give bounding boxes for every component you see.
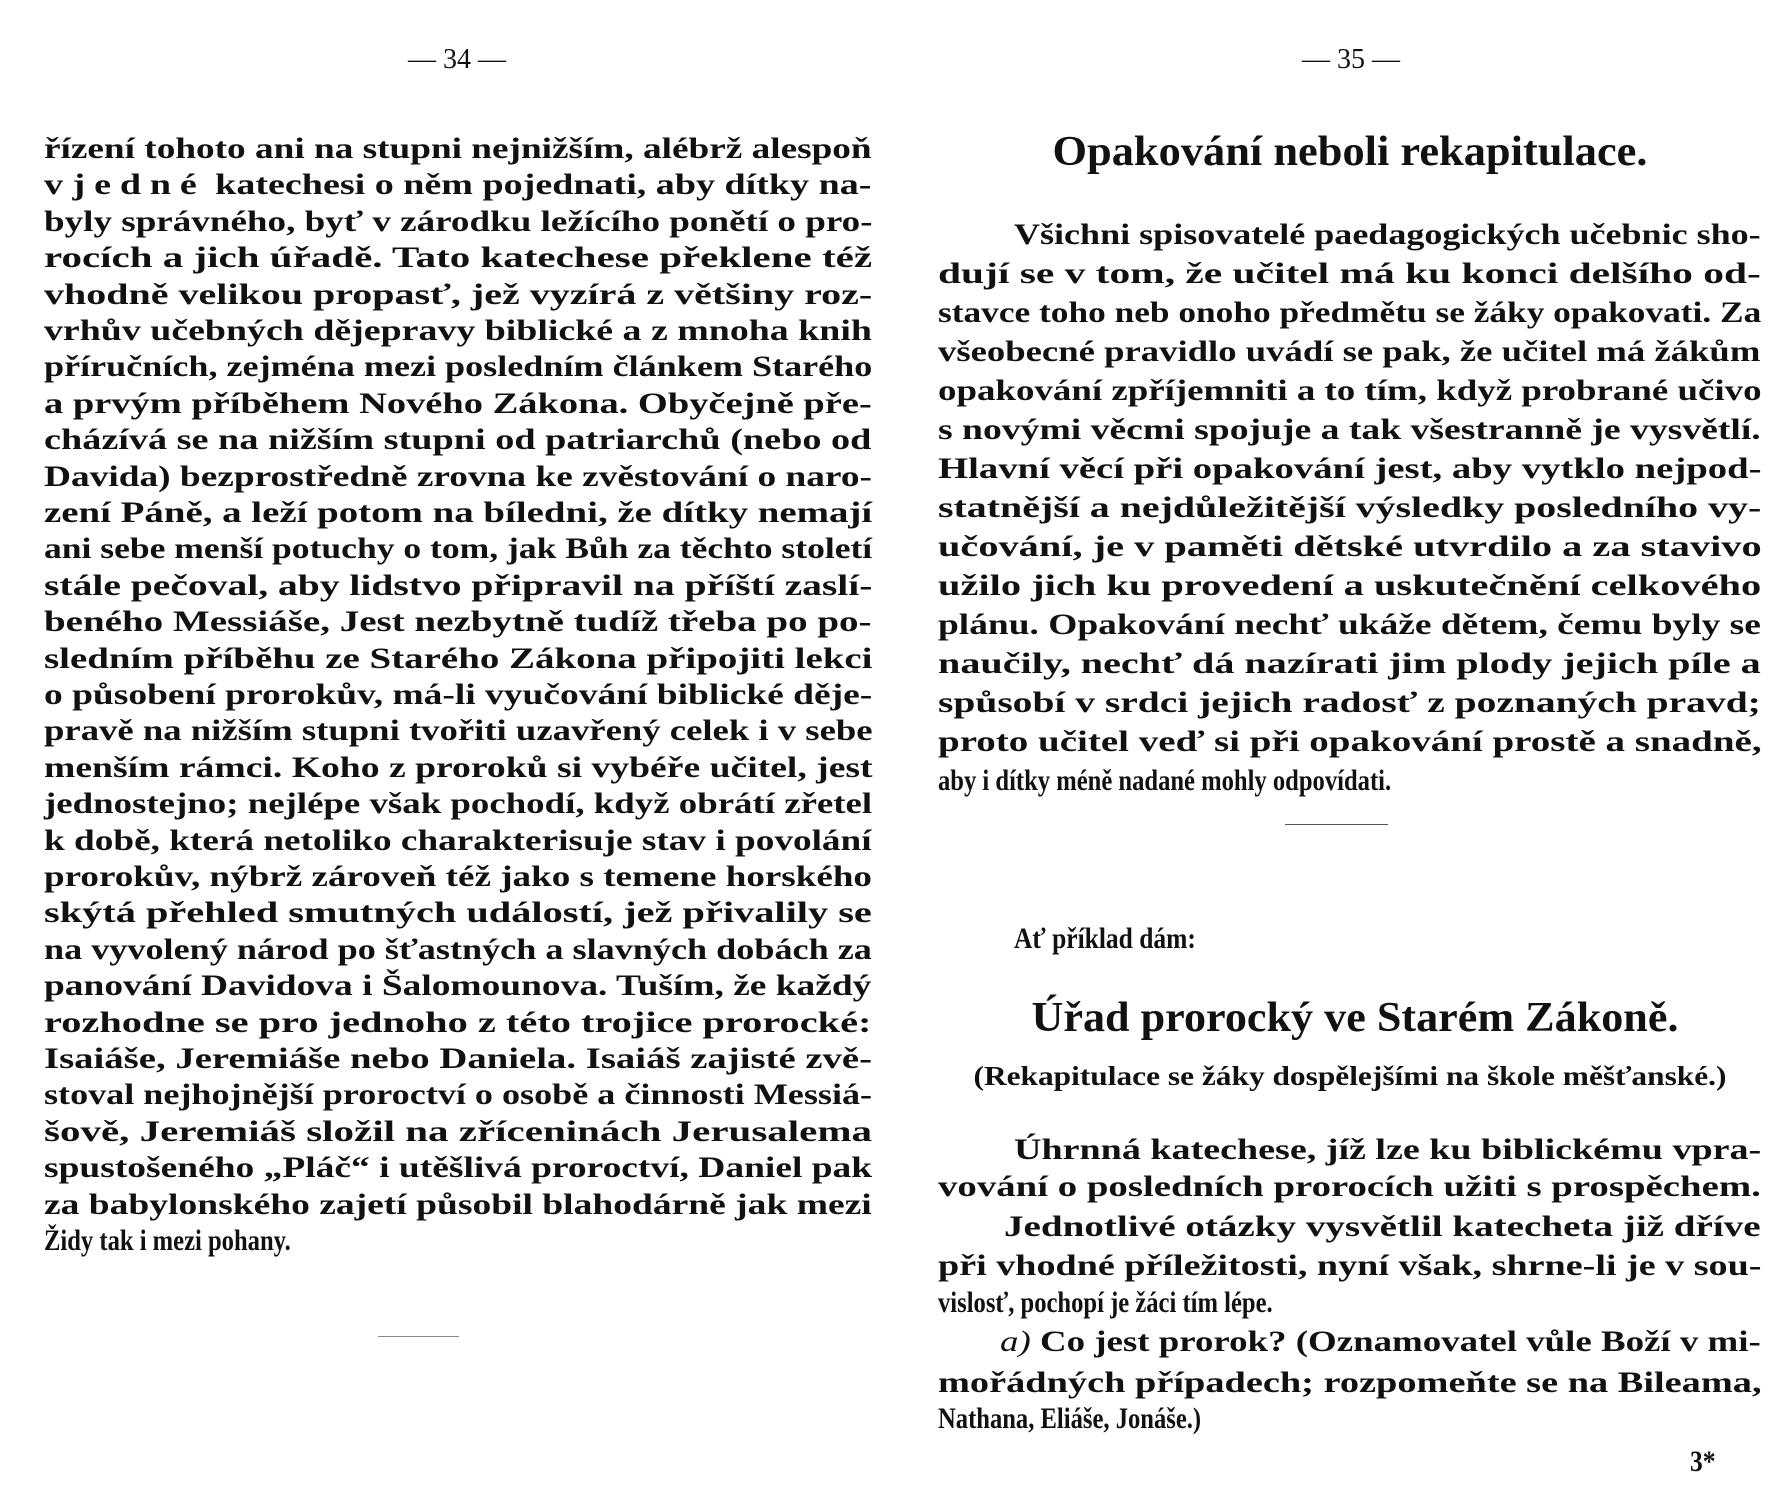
text-line [938, 296, 1761, 330]
text-line [44, 278, 872, 312]
text-line [44, 751, 873, 785]
text-line [44, 241, 872, 275]
text-line [938, 608, 1761, 642]
line-text: statnější a nejdůležitější výsledky posledního vy- [938, 491, 1762, 524]
page-number-right: — 35 — [1302, 44, 1400, 75]
text-line [44, 605, 872, 639]
line-text: naučily, nechť dá nazírati jim plody jejich píle a [938, 647, 1761, 680]
line-text: menším rámci. Koho z proroků si vybéře učitel, jest [44, 750, 873, 784]
text-line [44, 205, 873, 239]
line-text: Úhrnná katechese, jíž lze ku biblickému vpra- [1014, 1133, 1762, 1166]
line-text: jednostejno; nejlépe však pochodí, když obrátí zřetel [44, 787, 873, 821]
text-line [938, 686, 1761, 720]
text-line [44, 642, 873, 676]
section-subtitle: (Rekapitulace se žáky dospělejšími na škole měšťanské.) [973, 1061, 1727, 1091]
line-text: Davida) bezprostředně zrovna ke zvěstování o naro- [44, 459, 872, 493]
line-text: s novými věcmi spojuje a tak všestranně je vysvětlí. [938, 413, 1761, 446]
line-text: spustošeného „Pláč“ i utěšlivá proroctví, Daniel pak [44, 1151, 873, 1185]
line-text: o působení prorokův, má-li vyučování biblické děje- [44, 678, 873, 711]
line-text: Isaiáše, Jeremiáše nebo Daniela. Isaiáš zajisté zvě- [44, 1042, 873, 1075]
text-line [938, 1170, 1761, 1204]
line-text: zení Páně, a leží potom na bíledni, že dítky nemají [44, 496, 873, 529]
line-text: řízení tohoto ani na stupni nejnižším, alébrž alespoň [44, 132, 872, 165]
text-line [1004, 1210, 1761, 1244]
line-text: aby i dítky méně nadané mohly odpovídati. [938, 764, 1392, 797]
page-end-divider [378, 1336, 459, 1337]
line-text: Nathana, Eliáše, Jonáše.) [938, 1402, 1202, 1435]
line-text: vhodně velikou propasť, jež vyzírá z většiny roz- [44, 277, 873, 311]
line-text: Hlavní věcí při opakování jest, aby vytklo nejpod- [938, 452, 1762, 485]
line-text: pravě na nižším stupni tvořiti uzavřený celek i v sebe [44, 714, 873, 748]
text-line [44, 896, 872, 930]
text-line [44, 933, 872, 967]
line-text: spůsobí v srdci jejich radosť z poznaných pravd; [938, 686, 1761, 719]
text-line [938, 452, 1762, 486]
line-text: vislosť, pochopí je žáci tím lépe. [938, 1286, 1273, 1319]
line-text: vrhův učebných dějepravy biblické a z mnoha knih [44, 314, 872, 347]
page-number-left: — 34 — [408, 44, 506, 75]
text-line [44, 1078, 872, 1112]
text-line [44, 1188, 872, 1222]
example-intro: Ať příklad dám: [1014, 922, 1196, 955]
text-line [938, 1402, 1201, 1436]
line-text: proto učitel veď si při opakování prostě a snadně, [938, 725, 1762, 758]
section-title: Úřad prorocký ve Starém Zákoně. [1031, 995, 1679, 1041]
text-line [938, 647, 1761, 681]
line-text: cházívá se na nižším stupni od patriarchů (nebo od [44, 423, 872, 457]
line-text: dují se v tom, že učitel má ku konci delšího od- [938, 257, 1761, 290]
line-text: panování Davidova i Šalomounova. Tuším, že každý [44, 969, 872, 1003]
line-text: Všichni spisovatelé paedagogických učebnic sho- [1014, 218, 1761, 251]
text-line [44, 714, 873, 748]
line-text: v jedné katechesi o něm pojednati, aby dítky na- [44, 168, 872, 202]
line-text: rozhodne se pro jednoho z této trojice prorocké: [44, 1005, 872, 1039]
line-text: příručních, zejména mezi posledním článkem Starého [44, 350, 873, 384]
line-text: k době, která netoliko charakterisuje stav i povolání [44, 823, 872, 857]
text-line [44, 1006, 872, 1040]
line-text: rocích a jich úřadě. Tato katechese překlene též [44, 241, 873, 275]
text-line [44, 1042, 872, 1076]
text-line [44, 860, 872, 894]
text-line [938, 1286, 1273, 1320]
text-line [938, 1366, 1762, 1400]
line-text: Židy tak i mezi pohany. [44, 1224, 291, 1257]
line-text: beného Messiáše, Jest nezbytně tudíž třeba po po- [44, 605, 872, 639]
line-text: skýtá přehled smutných událostí, jež přivalily se [44, 896, 872, 930]
line-text: plánu. Opakování nechť ukáže dětem, čemu byly se [938, 608, 1761, 641]
text-line [938, 530, 1762, 564]
text-line [938, 764, 1391, 798]
text-line [1000, 1325, 1761, 1359]
text-line [1014, 218, 1761, 252]
line-text: stavce toho neb onoho předmětu se žáky opakovati. Za [938, 296, 1762, 329]
chapter-title: Opakování neboli rekapitulace. [1052, 129, 1648, 175]
line-text: šově, Jeremiáš složil na zříceninách Jerusalema [44, 1114, 873, 1148]
line-text: prorokův, nýbrž zároveň též jako s temene horského [44, 860, 872, 893]
section-divider [1285, 824, 1388, 825]
text-line [44, 787, 872, 821]
line-text: na vyvolený národ po šťastných a slavných dobách za [44, 932, 872, 966]
question-marker: a) [1000, 1325, 1031, 1358]
line-text: a prvým příběhem Nového Zákona. Obyčejně pře- [44, 386, 872, 420]
line-text: stoval nejhojnější proroctví o osobě a činnosti Messiá- [44, 1078, 873, 1112]
text-line [44, 423, 871, 457]
text-line [44, 678, 872, 712]
line-text: při vhodné příležitosti, nyní však, shrne-li je v sou- [938, 1249, 1762, 1282]
text-line [44, 1151, 872, 1185]
text-line [44, 460, 872, 494]
line-text: stále pečoval, aby lidstvo připravil na příští zaslí- [44, 568, 873, 602]
text-line [44, 132, 872, 166]
text-line [44, 314, 872, 348]
line-text: za babylonského zajetí působil blahodárně jak mezi [44, 1187, 872, 1221]
text-line [44, 496, 872, 530]
text-line [938, 335, 1760, 369]
line-text: všeobecné pravidlo uvádí se pak, že učitel má žákům [938, 335, 1761, 368]
text-line [44, 387, 872, 421]
line-text: Jednotlivé otázky vysvětlil katecheta již dříve [1004, 1210, 1761, 1243]
text-line [938, 257, 1761, 291]
text-line [938, 491, 1761, 525]
text-line [44, 350, 872, 384]
text-line [44, 824, 872, 858]
line-text: opakování zpříjemniti a to tím, když probrané učivo [938, 374, 1762, 407]
text-line [938, 569, 1761, 603]
line-text: vování o posledních prorocích užiti s prospěchem. [938, 1170, 1761, 1203]
text-line [938, 374, 1762, 408]
line-text: Co jest prorok? (Oznamovatel vůle Boží v mi- [1039, 1325, 1761, 1358]
line-text: ani sebe menší potuchy o tom, jak Bůh za těchto století [44, 532, 873, 566]
text-line [44, 1115, 872, 1149]
line-text: mořádných případech; rozpomeňte se na Bileama, [938, 1366, 1762, 1399]
line-text: učování, je v paměti dětské utvrdilo a za stavivo [938, 530, 1762, 563]
text-line [1014, 1133, 1761, 1167]
text-line [938, 413, 1761, 447]
line-text: užilo jich ku provedení a uskutečnění celkového [938, 569, 1762, 602]
text-line [44, 569, 872, 603]
text-line [938, 725, 1762, 759]
text-line [44, 1224, 291, 1258]
signature-mark: 3* [1690, 1445, 1716, 1478]
text-line [44, 532, 872, 566]
line-text: sledním příběhu ze Starého Zákona připojiti lekci [44, 641, 873, 675]
text-line [44, 969, 871, 1003]
text-line [938, 1249, 1761, 1283]
line-text: byly správného, byť v zárodku ležícího ponětí o pro- [44, 204, 873, 238]
text-line [44, 168, 871, 202]
